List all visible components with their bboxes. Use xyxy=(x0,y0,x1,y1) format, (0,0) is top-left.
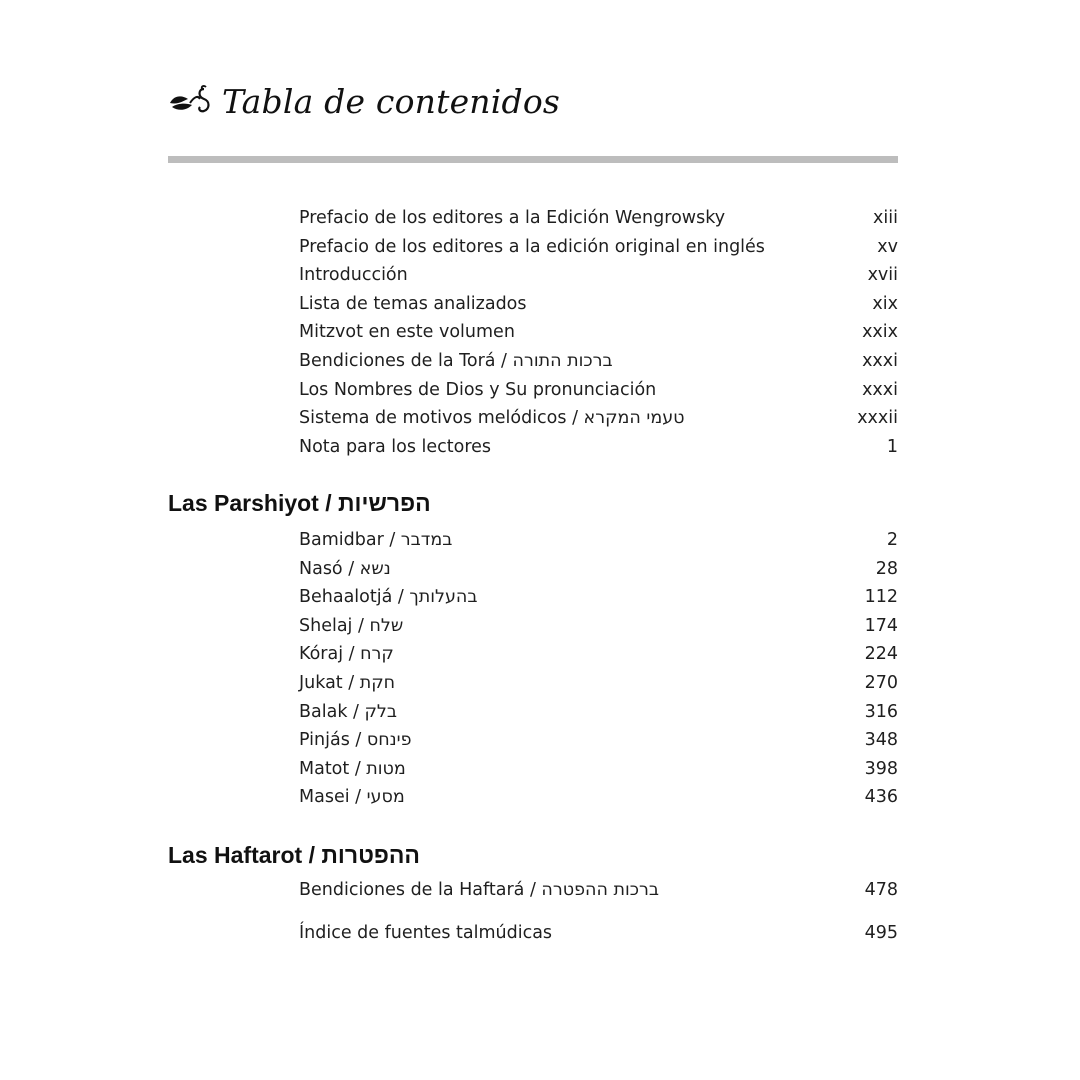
toc-entry[interactable] xyxy=(299,616,898,645)
toc-entry[interactable] xyxy=(299,322,898,351)
toc-entry[interactable] xyxy=(299,530,898,559)
entry-label: Kóraj / קרח xyxy=(299,644,394,665)
entry-label: Prefacio de los editores a la edición original en inglés xyxy=(299,236,765,257)
toc-entry[interactable] xyxy=(299,702,898,731)
index-list xyxy=(299,923,898,952)
leaf-flourish-icon xyxy=(168,81,216,121)
toc-entry[interactable] xyxy=(299,265,898,294)
title-row xyxy=(168,76,560,126)
toc-entry[interactable] xyxy=(299,408,898,437)
toc-entry-index[interactable] xyxy=(299,923,898,952)
toc-entry[interactable] xyxy=(299,559,898,588)
entry-page: 224 xyxy=(864,644,898,665)
entry-label: Bendiciones de la Torá / ברכות התורה xyxy=(299,350,613,371)
toc-entry[interactable] xyxy=(299,673,898,702)
entry-page: xxxi xyxy=(862,379,898,400)
entry-page: 495 xyxy=(864,923,898,943)
toc-entry[interactable] xyxy=(299,351,898,380)
entry-label: Introducción xyxy=(299,265,408,286)
entry-label: Mitzvot en este volumen xyxy=(299,322,515,343)
entry-label: Bamidbar / במדבר xyxy=(299,530,453,550)
parshiyot-list xyxy=(299,530,898,816)
entry-label: Nota para los lectores xyxy=(299,436,492,457)
toc-entry[interactable] xyxy=(299,587,898,616)
entry-label: Índice de fuentes talmúdicas xyxy=(299,923,553,943)
entry-page: xxix xyxy=(862,322,898,343)
entry-page: xv xyxy=(877,236,898,257)
entry-label: Shelaj / שלח xyxy=(299,615,404,636)
entry-label: Nasó / נשא xyxy=(299,558,391,579)
entry-page: xiii xyxy=(873,208,898,228)
entry-page: 436 xyxy=(864,787,898,808)
toc-entry[interactable] xyxy=(299,208,898,237)
entry-page: 2 xyxy=(886,530,898,550)
section-heading-parshiyot: Las Parshiyot / הפרשיות xyxy=(168,490,431,516)
entry-page: 112 xyxy=(864,587,898,608)
entry-page: 398 xyxy=(864,758,898,779)
entry-label: Pinjás / פינחס xyxy=(299,730,412,751)
entry-label: Los Nombres de Dios y Su pronunciación xyxy=(299,379,657,400)
entry-page: 316 xyxy=(864,701,898,722)
entry-page: 270 xyxy=(864,672,898,693)
entry-page: 348 xyxy=(864,730,898,751)
page-title: Tabla de contenidos xyxy=(222,81,561,121)
toc-entry[interactable] xyxy=(299,237,898,266)
toc-entry[interactable] xyxy=(299,787,898,816)
toc-entry[interactable] xyxy=(299,730,898,759)
entry-page: 478 xyxy=(864,880,898,900)
entry-label: Lista de temas analizados xyxy=(299,293,527,314)
toc-entry[interactable] xyxy=(299,380,898,409)
front-matter-list xyxy=(299,208,898,465)
entry-page: xix xyxy=(872,293,898,314)
entry-page: xxxii xyxy=(857,408,898,429)
toc-entry[interactable] xyxy=(299,759,898,788)
haftarot-list xyxy=(299,880,898,909)
entry-label: Masei / מסעי xyxy=(299,787,405,808)
entry-page: xxxi xyxy=(862,350,898,371)
entry-label: Behaalotjá / בהעלותך xyxy=(299,587,478,608)
entry-label: Matot / מטות xyxy=(299,758,406,779)
entry-label: Sistema de motivos melódicos / טעמי המקרא xyxy=(299,408,685,429)
toc-entry[interactable] xyxy=(299,880,898,909)
entry-page: 1 xyxy=(886,436,898,457)
entry-label: Balak / בלק xyxy=(299,701,397,722)
entry-page: xvii xyxy=(867,265,898,286)
entry-page: 174 xyxy=(864,615,898,636)
section-heading-haftarot: Las Haftarot / ההפטרות xyxy=(168,842,420,868)
entry-page: 28 xyxy=(875,558,898,579)
entry-label: Jukat / חקת xyxy=(299,672,396,693)
entry-label: Prefacio de los editores a la Edición Wengrowsky xyxy=(299,208,726,228)
title-divider xyxy=(168,156,898,163)
toc-entry[interactable] xyxy=(299,644,898,673)
toc-entry[interactable] xyxy=(299,294,898,323)
entry-label: Bendiciones de la Haftará / ברכות ההפטרה xyxy=(299,880,659,900)
toc-entry[interactable] xyxy=(299,437,898,466)
